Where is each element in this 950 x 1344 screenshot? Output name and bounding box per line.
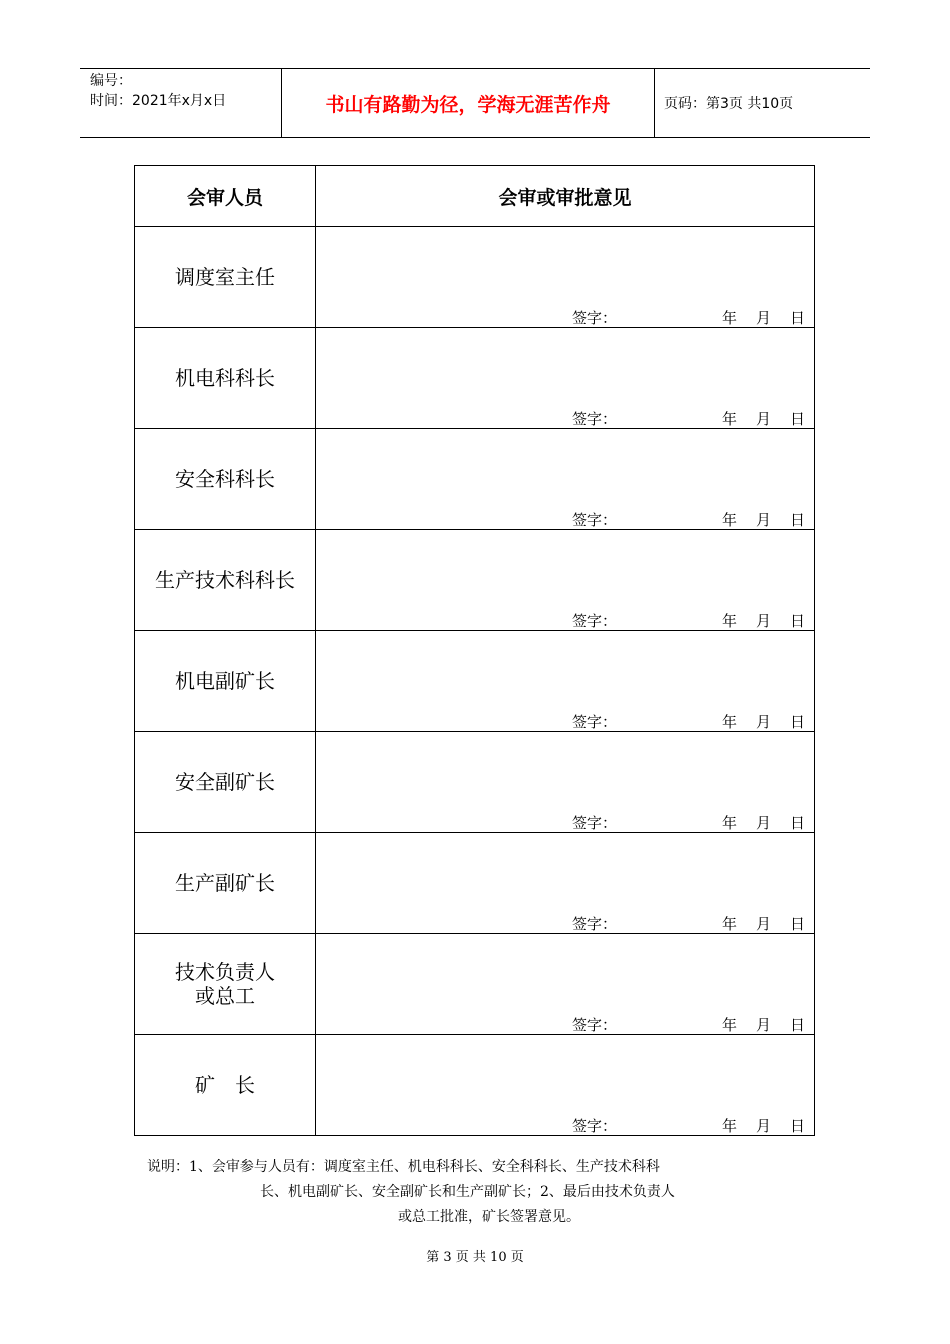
table-row xyxy=(135,732,815,833)
role-label: 调度室主任 xyxy=(175,265,275,289)
table-row xyxy=(135,328,815,429)
sign-label: 签字： xyxy=(572,511,618,529)
sign-label: 签字： xyxy=(572,410,618,428)
month-label: 月 xyxy=(756,511,772,529)
day-label: 日 xyxy=(790,309,806,327)
year-label: 年 xyxy=(722,410,738,428)
opinion-cell[interactable] xyxy=(316,934,815,1035)
opinion-cell[interactable] xyxy=(316,631,815,732)
column-header-role: 会审人员 xyxy=(135,166,316,227)
note-line-3: 或总工批准，矿长签署意见。 xyxy=(398,1209,580,1225)
day-label: 日 xyxy=(790,511,806,529)
role-label: 生产副矿长 xyxy=(175,871,275,895)
role-label-line2: 或总工 xyxy=(195,984,255,1008)
role-label: 安全科科长 xyxy=(175,467,275,491)
date-label xyxy=(722,915,805,933)
role-cell xyxy=(135,934,316,1035)
date-label xyxy=(722,1117,805,1135)
role-label: 机电科科长 xyxy=(175,366,275,390)
month-label: 月 xyxy=(756,410,772,428)
day-label: 日 xyxy=(790,410,806,428)
role-cell xyxy=(135,833,316,934)
page-header xyxy=(80,68,870,138)
sign-label: 签字： xyxy=(572,915,618,933)
role-label: 矿 长 xyxy=(195,1073,255,1097)
table-row xyxy=(135,530,815,631)
review-table xyxy=(134,165,815,1136)
table-header-row xyxy=(135,166,815,227)
role-cell xyxy=(135,530,316,631)
month-label: 月 xyxy=(756,1016,772,1034)
table-row xyxy=(135,833,815,934)
header-meta xyxy=(90,71,226,111)
year-label: 年 xyxy=(722,713,738,731)
table-row xyxy=(135,1035,815,1136)
date-label xyxy=(722,814,805,832)
sign-label: 签字： xyxy=(572,814,618,832)
role-cell xyxy=(135,1035,316,1136)
role-label: 技术负责人 xyxy=(175,960,275,984)
role-label: 生产技术科科长 xyxy=(155,568,295,592)
date-label xyxy=(722,511,805,529)
year-label: 年 xyxy=(722,309,738,327)
number-label: 编号： xyxy=(90,73,132,89)
sign-label: 签字： xyxy=(572,713,618,731)
role-cell xyxy=(135,328,316,429)
year-label: 年 xyxy=(722,612,738,630)
date-label xyxy=(722,612,805,630)
day-label: 日 xyxy=(790,1117,806,1135)
role-cell xyxy=(135,429,316,530)
year-label: 年 xyxy=(722,1117,738,1135)
year-label: 年 xyxy=(722,1016,738,1034)
month-label: 月 xyxy=(756,612,772,630)
opinion-cell[interactable] xyxy=(316,833,815,934)
table-row xyxy=(135,631,815,732)
role-label: 机电副矿长 xyxy=(175,669,275,693)
date-label xyxy=(722,1016,805,1034)
role-label: 安全副矿长 xyxy=(175,770,275,794)
sign-label: 签字： xyxy=(572,612,618,630)
time-label: 时间：2021年x月x日 xyxy=(90,93,227,109)
opinion-cell[interactable] xyxy=(316,429,815,530)
opinion-cell[interactable] xyxy=(316,227,815,328)
day-label: 日 xyxy=(790,814,806,832)
table-row xyxy=(135,429,815,530)
month-label: 月 xyxy=(756,309,772,327)
date-label xyxy=(722,410,805,428)
note-line-2: 长、机电副矿长、安全副矿长和生产副矿长；2、最后由技术负责人 xyxy=(260,1184,675,1200)
year-label: 年 xyxy=(722,915,738,933)
table-row xyxy=(135,227,815,328)
month-label: 月 xyxy=(756,713,772,731)
opinion-cell[interactable] xyxy=(316,732,815,833)
month-label: 月 xyxy=(756,1117,772,1135)
note-line-1: 说明：1、会审参与人员有：调度室主任、机电科科长、安全科科长、生产技术科科 xyxy=(147,1159,660,1175)
table-row xyxy=(135,934,815,1035)
header-page-info: 页码：第3页 共10页 xyxy=(664,96,794,112)
day-label: 日 xyxy=(790,612,806,630)
day-label: 日 xyxy=(790,1016,806,1034)
day-label: 日 xyxy=(790,915,806,933)
sign-label: 签字： xyxy=(572,309,618,327)
column-header-opinion: 会审或审批意见 xyxy=(316,166,815,227)
year-label: 年 xyxy=(722,511,738,529)
day-label: 日 xyxy=(790,713,806,731)
role-cell xyxy=(135,631,316,732)
role-cell xyxy=(135,227,316,328)
page-footer: 第 3 页 共 10 页 xyxy=(426,1250,524,1265)
opinion-cell[interactable] xyxy=(316,328,815,429)
month-label: 月 xyxy=(756,814,772,832)
header-motto: 书山有路勤为径，学海无涯苦作舟 xyxy=(325,93,611,116)
date-label xyxy=(722,309,805,327)
opinion-cell[interactable] xyxy=(316,1035,815,1136)
month-label: 月 xyxy=(756,915,772,933)
sign-label: 签字： xyxy=(572,1117,618,1135)
sign-label: 签字： xyxy=(572,1016,618,1034)
opinion-cell[interactable] xyxy=(316,530,815,631)
date-label xyxy=(722,713,805,731)
header-divider xyxy=(654,69,655,137)
role-cell xyxy=(135,732,316,833)
year-label: 年 xyxy=(722,814,738,832)
